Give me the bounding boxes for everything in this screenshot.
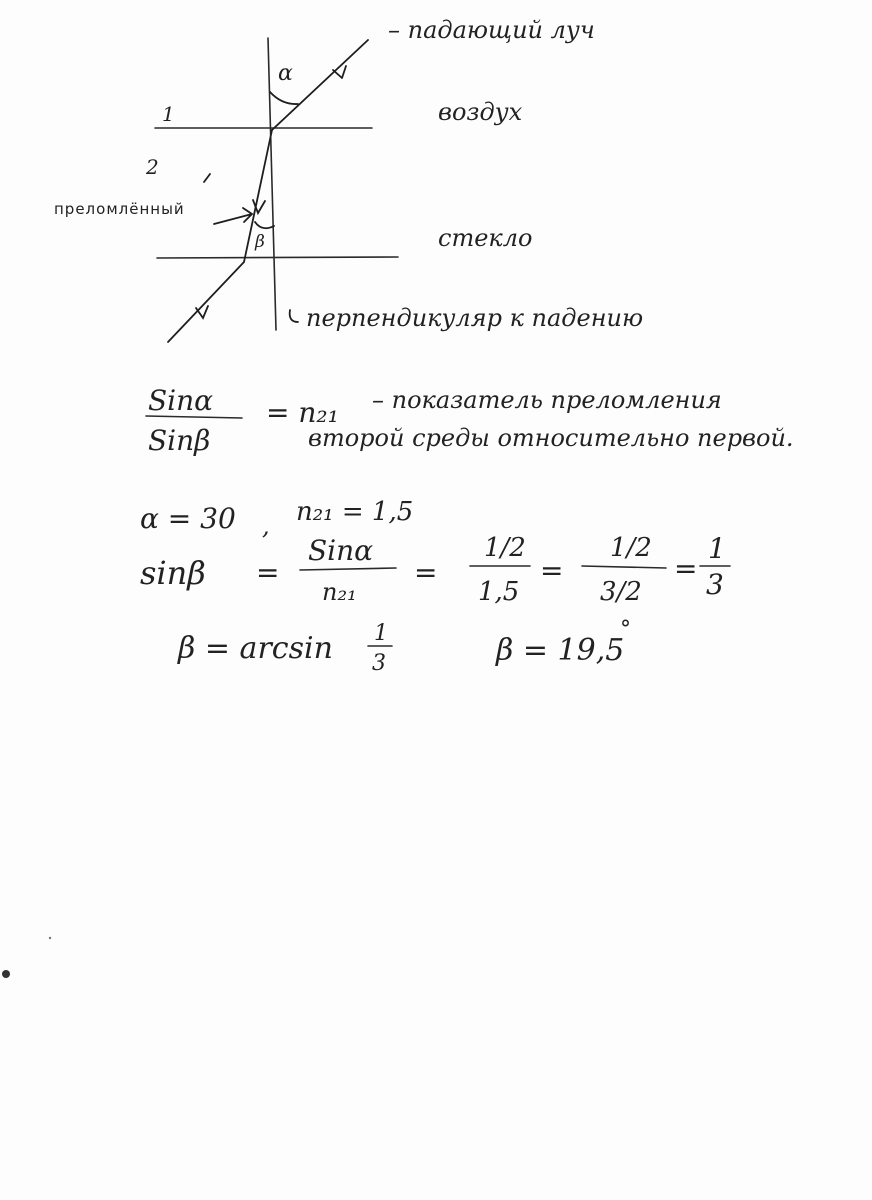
alpha-given: α = 30 [140, 502, 236, 535]
arcsin-denominator: 3 [372, 651, 386, 676]
refracted-ray-label: преломлённый [54, 200, 185, 218]
scan-speck [2, 970, 10, 978]
emergent-ray [168, 262, 244, 342]
frac1-bar [300, 568, 396, 570]
sin-beta-denominator: Sinβ [148, 424, 211, 457]
equals-4: = [674, 552, 698, 585]
beta-arcsin: β = arcsin [178, 631, 333, 666]
normal-line [268, 38, 276, 330]
frac1-numerator: Sinα [308, 534, 374, 567]
equals-2: = [414, 556, 438, 589]
refraction-index-description-1: – показатель преломления [372, 386, 722, 414]
snell-formula [146, 384, 794, 457]
medium-number-1: 1 [162, 102, 175, 126]
emergent-arrow-icon [196, 306, 208, 318]
interface-line-2 [157, 257, 398, 258]
frac3-bar [582, 566, 666, 568]
alpha-symbol: α [278, 61, 293, 86]
tick-mark [204, 174, 210, 182]
frac1-denominator: n₂₁ [322, 578, 357, 606]
frac3-numerator: 1/2 [610, 533, 652, 563]
given-separator: , [262, 512, 270, 540]
beta-result [177, 617, 631, 676]
equals-3: = [540, 554, 564, 587]
beta-symbol: β [255, 232, 265, 252]
frac4-numerator: 1 [708, 532, 726, 565]
air-label: воздух [438, 98, 523, 126]
frac2-denominator: 1,5 [478, 577, 520, 607]
arcsin-numerator: 1 [374, 621, 388, 646]
n21-given: n₂₁ = 1,5 [296, 497, 414, 527]
sin-beta-calculation [140, 532, 730, 607]
sin-alpha-numerator: Sinα [148, 384, 214, 417]
frac2-numerator: 1/2 [484, 533, 526, 563]
normal-line-label: перпендикуляр к падению [306, 304, 644, 332]
sin-beta-lhs: sinβ [140, 554, 206, 592]
glass-label: стекло [438, 224, 533, 252]
degree-symbol: ° [620, 617, 631, 642]
scan-speck-small [49, 937, 51, 939]
alpha-arc [270, 92, 298, 104]
incident-ray-label: – падающий луч [388, 16, 595, 44]
normal-label-hook [290, 310, 298, 322]
pointer-arrow-icon [214, 208, 252, 224]
equals-n21: = n₂₁ [266, 396, 339, 429]
frac4-denominator: 3 [706, 568, 724, 601]
beta-arc [255, 222, 274, 228]
fraction-bar [146, 416, 242, 418]
medium-number-2: 2 [146, 155, 159, 179]
frac3-denominator: 3/2 [600, 577, 642, 607]
beta-value: β = 19,5 [496, 633, 625, 668]
refraction-diagram [54, 16, 643, 342]
equals-1: = [256, 556, 280, 589]
refraction-index-description-2: второй среды относительно первой. [308, 424, 794, 452]
